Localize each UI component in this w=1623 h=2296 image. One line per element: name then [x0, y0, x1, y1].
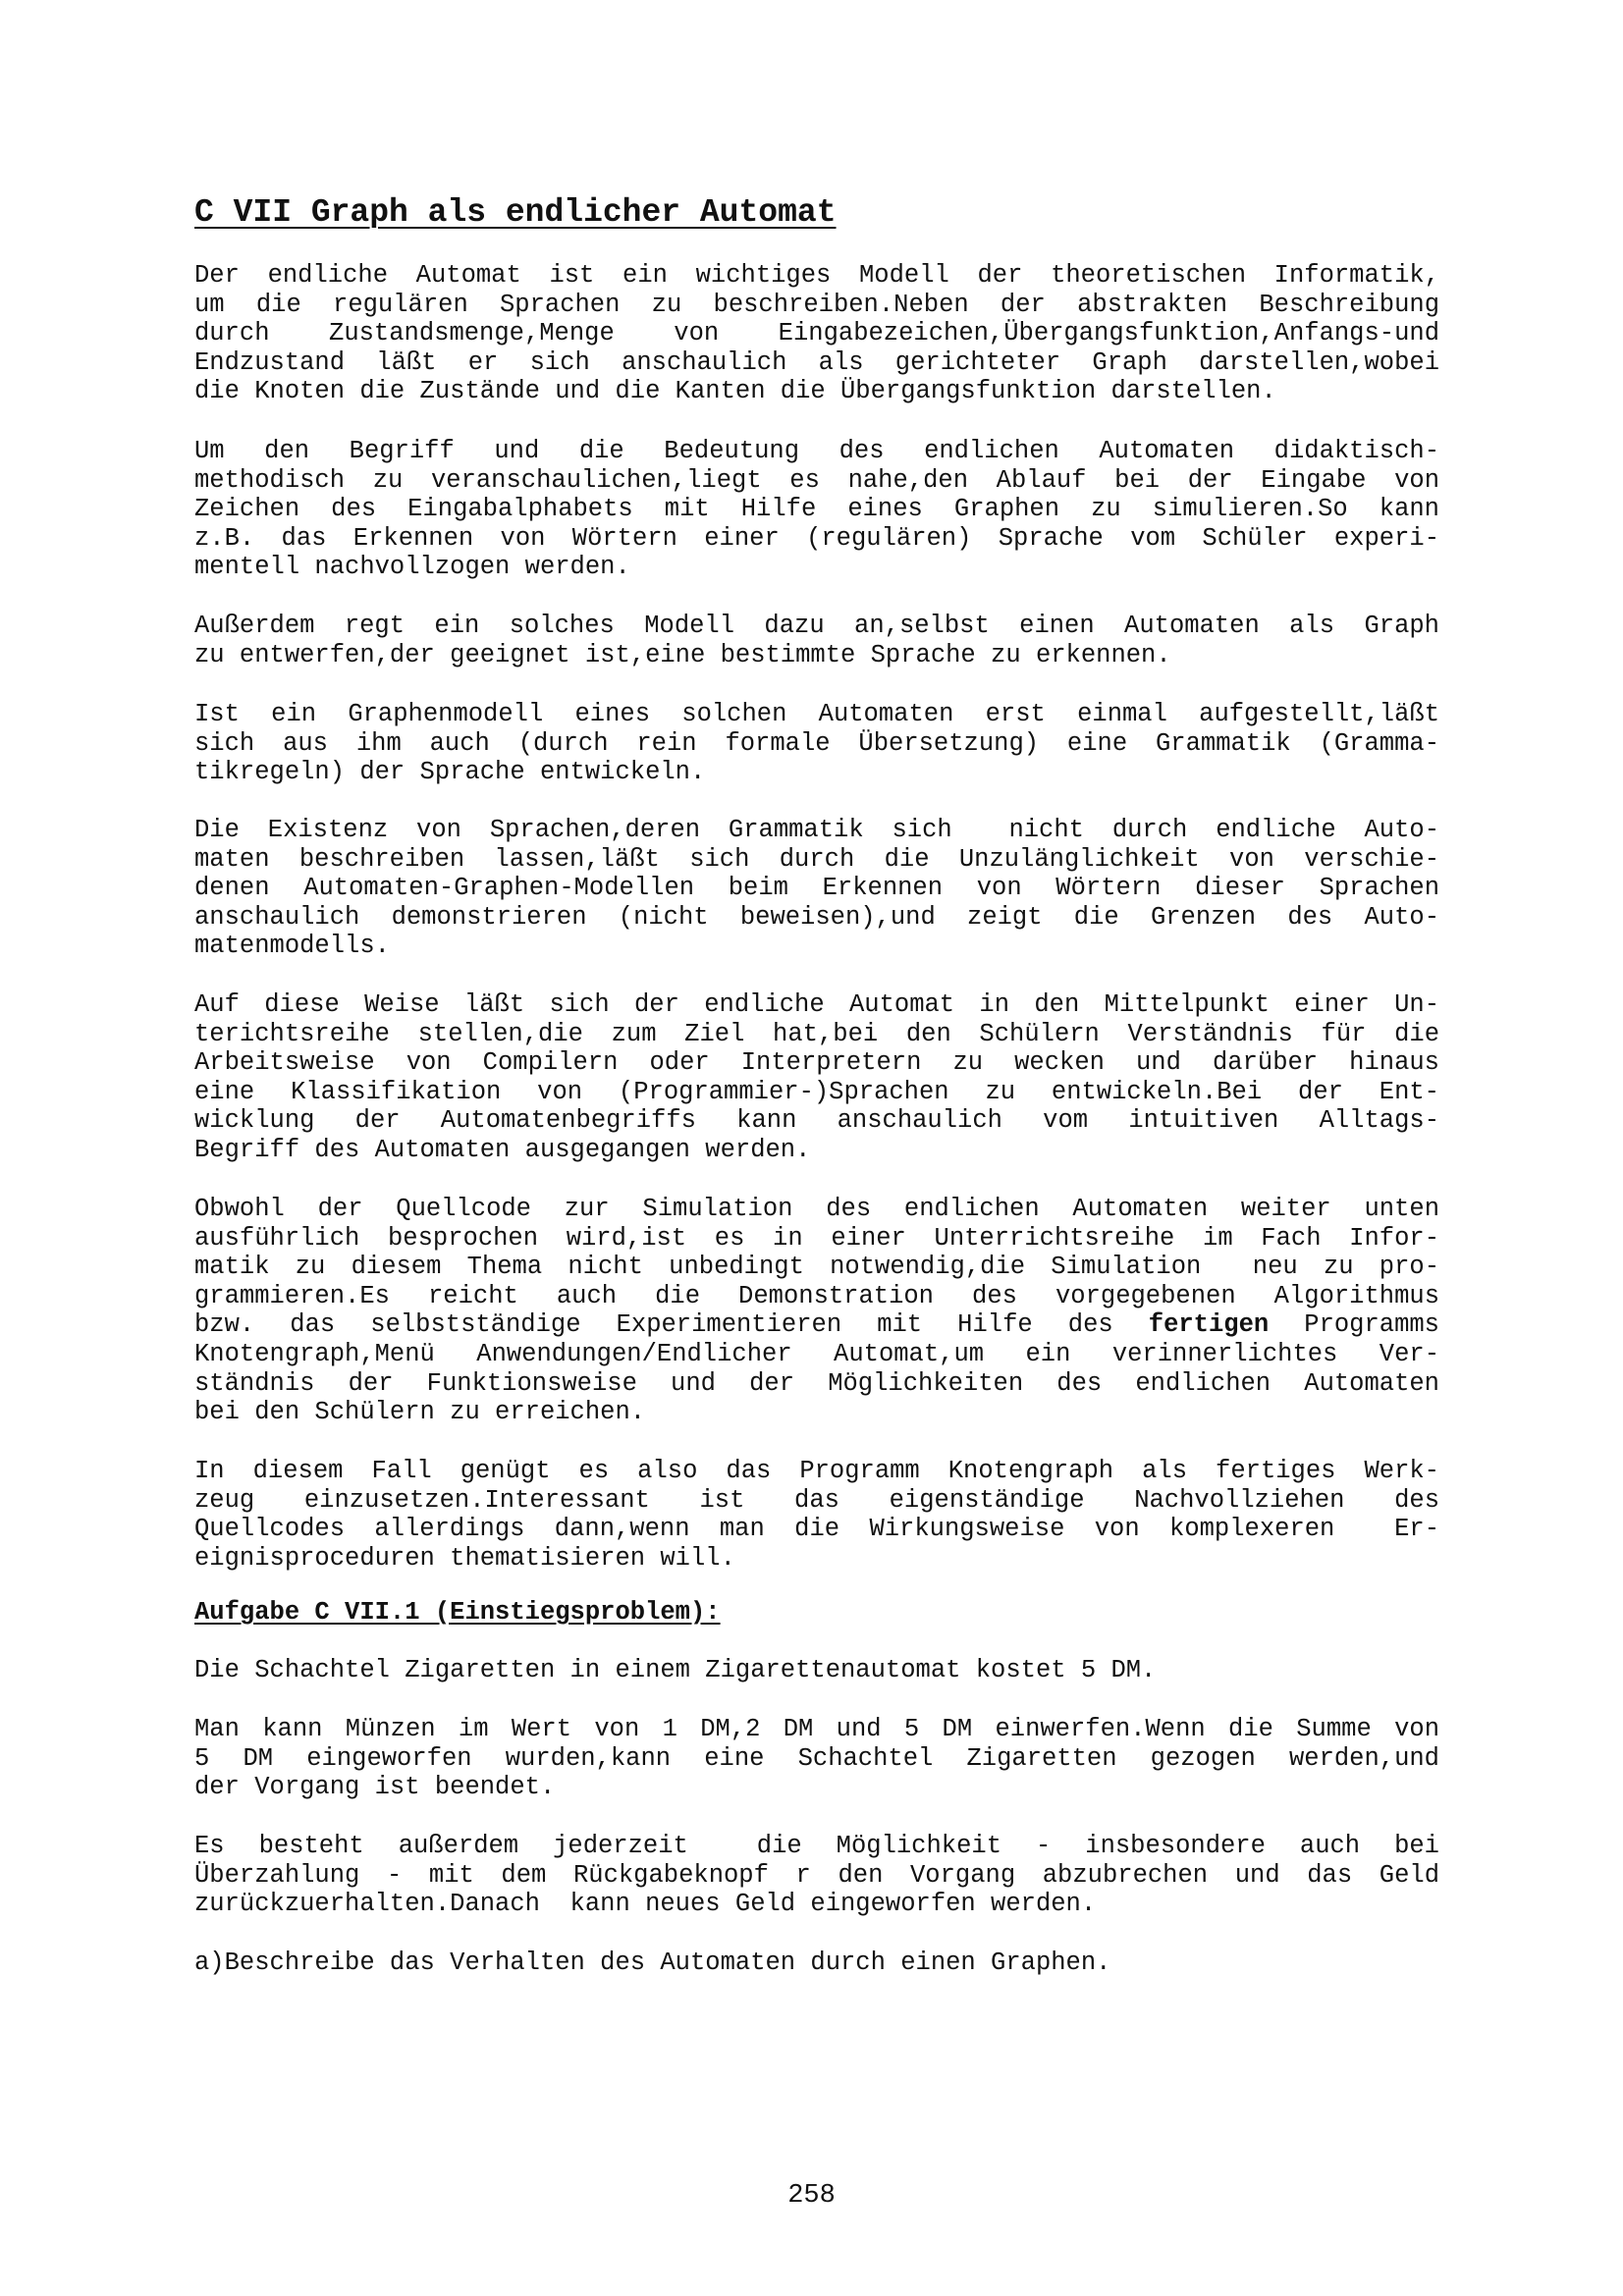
text-line: zu entwerfen,der geeignet ist,eine bestimmte Sprache zu erkennen. [194, 640, 1171, 669]
text-line: matik zu diesem Thema nicht unbedingt notwendig,die Simulation neu zu pro- [194, 1253, 1439, 1282]
text-line: maten beschreiben lassen,läßt sich durch die Unzulänglichkeit von verschie- [194, 844, 1439, 874]
task-paragraph [194, 1715, 1439, 1802]
text-line: die Knoten die Zustände und die Kanten die Übergangsfunktion darstellen. [194, 377, 1276, 406]
text-line: Zeichen des Eingabalphabets mit Hilfe eines Graphen zu simulieren.So kann [194, 495, 1439, 524]
text-line: Um den Begriff und die Bedeutung des endlichen Automaten didaktisch- [194, 437, 1439, 465]
text-line: Es besteht außerdem jederzeit die Möglichkeit - insbesondere auch bei [194, 1832, 1439, 1860]
text-line: Auf diese Weise läßt sich der endliche Automat in den Mittelpunkt einer Un- [194, 990, 1439, 1019]
body-paragraph [194, 437, 1439, 582]
text-line: Die Schachtel Zigaretten in einem Zigarettenautomat kostet 5 DM. [194, 1656, 1157, 1684]
body-paragraph [194, 1195, 1439, 1427]
text-line: 5 DM eingeworfen wurden,kann eine Schachtel Zigaretten gezogen werden,und [194, 1743, 1439, 1773]
task-paragraph [194, 1832, 1439, 1919]
body-paragraph [194, 1457, 1439, 1573]
text-line: sich aus ihm auch (durch rein formale Übersetzung) eine Grammatik (Gramma- [194, 728, 1439, 758]
body-paragraph [194, 261, 1439, 406]
text-line: Begriff des Automaten ausgegangen werden. [194, 1135, 811, 1164]
text-line: grammieren.Es reicht auch die Demonstration des vorgegebenen Algorithmus [194, 1281, 1439, 1310]
bold-text: fertigen [1148, 1310, 1270, 1340]
text-line: zurückzuerhalten.Danach kann neues Geld eingeworfen werden. [194, 1890, 1097, 1919]
body-paragraph [194, 700, 1439, 787]
text-line: eine Klassifikation von (Programmier-)Sprachen zu entwickeln.Bei der Ent- [194, 1077, 1439, 1106]
text-line: um die regulären Sprachen zu beschreiben.Neben der abstrakten Beschreibung [194, 290, 1439, 319]
task-heading: Aufgabe C VII.1 (Einstiegsproblem): [194, 1598, 721, 1627]
text-line: mentell nachvollzogen werden. [194, 553, 630, 582]
text-line: Überzahlung - mit dem Rückgabeknopf r den Vorgang abzubrechen und das Geld [194, 1860, 1439, 1890]
body-paragraph [194, 816, 1439, 961]
text-line: methodisch zu veranschaulichen,liegt es nahe,den Ablauf bei der Eingabe von [194, 465, 1439, 495]
section-title: C VII Graph als endlicher Automat [194, 194, 837, 231]
body-paragraph [194, 612, 1439, 669]
text-line: z.B. das Erkennen von Wörtern einer (regulären) Sprache vom Schüler experi- [194, 523, 1439, 553]
text-line: tikregeln) der Sprache entwickeln. [194, 758, 706, 787]
text-line: Obwohl der Quellcode zur Simulation des endlichen Automaten weiter unten [194, 1195, 1439, 1223]
page-number: 258 [787, 2181, 836, 2211]
text-line: Knotengraph,Menü Anwendungen/Endlicher Automat,um ein verinnerlichtes Ver- [194, 1339, 1439, 1368]
text-line: In diesem Fall genügt es also das Programm Knotengraph als fertiges Werk- [194, 1457, 1439, 1485]
text-line: a)Beschreibe das Verhalten des Automaten durch einen Graphen. [194, 1949, 1111, 1977]
text-line: Außerdem regt ein solches Modell dazu an,selbst einen Automaten als Graph [194, 612, 1439, 640]
text-line: Man kann Münzen im Wert von 1 DM,2 DM und 5 DM einwerfen.Wenn die Summe von [194, 1715, 1439, 1743]
text-line: Ist ein Graphenmodell eines solchen Automaten erst einmal aufgestellt,läßt [194, 700, 1439, 728]
text-line: Quellcodes allerdings dann,wenn man die Wirkungsweise von komplexeren Er- [194, 1515, 1439, 1544]
text-line: anschaulich demonstrieren (nicht beweisen),und zeigt die Grenzen des Auto- [194, 902, 1439, 932]
text-line: eignisproceduren thematisieren will. [194, 1543, 735, 1573]
text-line: der Vorgang ist beendet. [194, 1773, 556, 1802]
text-line: durch Zustandsmenge,Menge von Eingabezeichen,Übergangsfunktion,Anfangs-und [194, 319, 1439, 348]
text-line: matenmodells. [194, 932, 390, 961]
text-line: Arbeitsweise von Compilern oder Interpretern zu wecken und darüber hinaus [194, 1048, 1439, 1078]
task-paragraph [194, 1656, 1439, 1685]
text-line: zeug einzusetzen.Interessant ist das eigenständige Nachvollziehen des [194, 1485, 1439, 1515]
text-line: ausführlich besprochen wird,ist es in einer Unterrichtsreihe im Fach Infor- [194, 1223, 1439, 1253]
text-line: denen Automaten-Graphen-Modellen beim Erkennen von Wörtern dieser Sprachen [194, 874, 1439, 903]
text-line: Der endliche Automat ist ein wichtiges Modell der theoretischen Informatik, [194, 261, 1439, 290]
text-line: bei den Schülern zu erreichen. [194, 1398, 646, 1427]
task-paragraph [194, 1949, 1439, 1978]
text-line: ständnis der Funktionsweise und der Möglichkeiten des endlichen Automaten [194, 1368, 1439, 1398]
text-line: Die Existenz von Sprachen,deren Grammatik sich nicht durch endliche Auto- [194, 816, 1439, 844]
text-line: wicklung der Automatenbegriffs kann anschaulich vom intuitiven Alltags- [194, 1106, 1439, 1136]
text-line: Endzustand läßt er sich anschaulich als gerichteter Graph darstellen,wobei [194, 347, 1439, 377]
text-line: bzw. das selbstständige Experimentieren mit Hilfe des fertigen Programms [194, 1310, 1439, 1340]
body-paragraph [194, 990, 1439, 1165]
text-line: terichtsreihe stellen,die zum Ziel hat,bei den Schülern Verständnis für die [194, 1019, 1439, 1048]
